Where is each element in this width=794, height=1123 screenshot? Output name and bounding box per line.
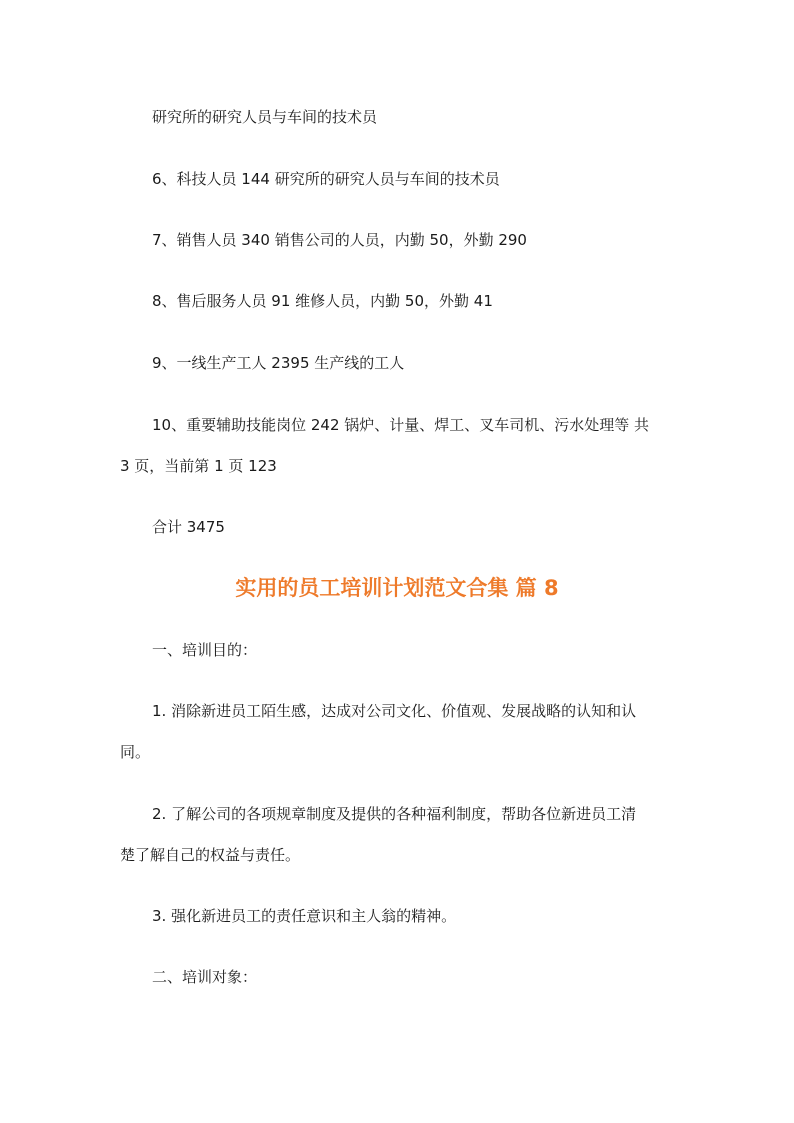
heading-training-purpose: 一、培训目的： [152,641,258,659]
paragraph-purpose-1-cont: 同。 [120,743,151,761]
paragraph-sales-staff: 7、销售人员 340 销售公司的人员，内勤 50，外勤 290 [152,231,527,249]
paragraph-production-workers: 9、一线生产工人 2395 生产线的工人 [152,354,405,372]
paragraph-page-info: 3 页，当前第 1 页 123 [120,457,277,475]
paragraph-service-staff: 8、售后服务人员 91 维修人员，内勤 50，外勤 41 [152,292,493,310]
paragraph-auxiliary-posts: 10、重要辅助技能岗位 242 锅炉、计量、焊工、叉车司机、污水处理等 共 [152,416,650,434]
paragraph-purpose-1: 1. 消除新进员工陌生感，达成对公司文化、价值观、发展战略的认知和认 [152,702,637,720]
section-title: 实用的员工培训计划范文合集 篇 8 [235,576,559,600]
paragraph-tech-staff: 6、科技人员 144 研究所的研究人员与车间的技术员 [152,170,500,188]
heading-training-target: 二、培训对象： [152,968,258,986]
paragraph-purpose-2: 2. 了解公司的各项规章制度及提供的各种福利制度，帮助各位新进员工清 [152,805,637,823]
paragraph-staff-note: 研究所的研究人员与车间的技术员 [152,108,378,126]
paragraph-purpose-2-cont: 楚了解自己的权益与责任。 [120,846,301,864]
paragraph-total: 合计 3475 [152,518,225,536]
paragraph-purpose-3: 3. 强化新进员工的责任意识和主人翁的精神。 [152,907,457,925]
